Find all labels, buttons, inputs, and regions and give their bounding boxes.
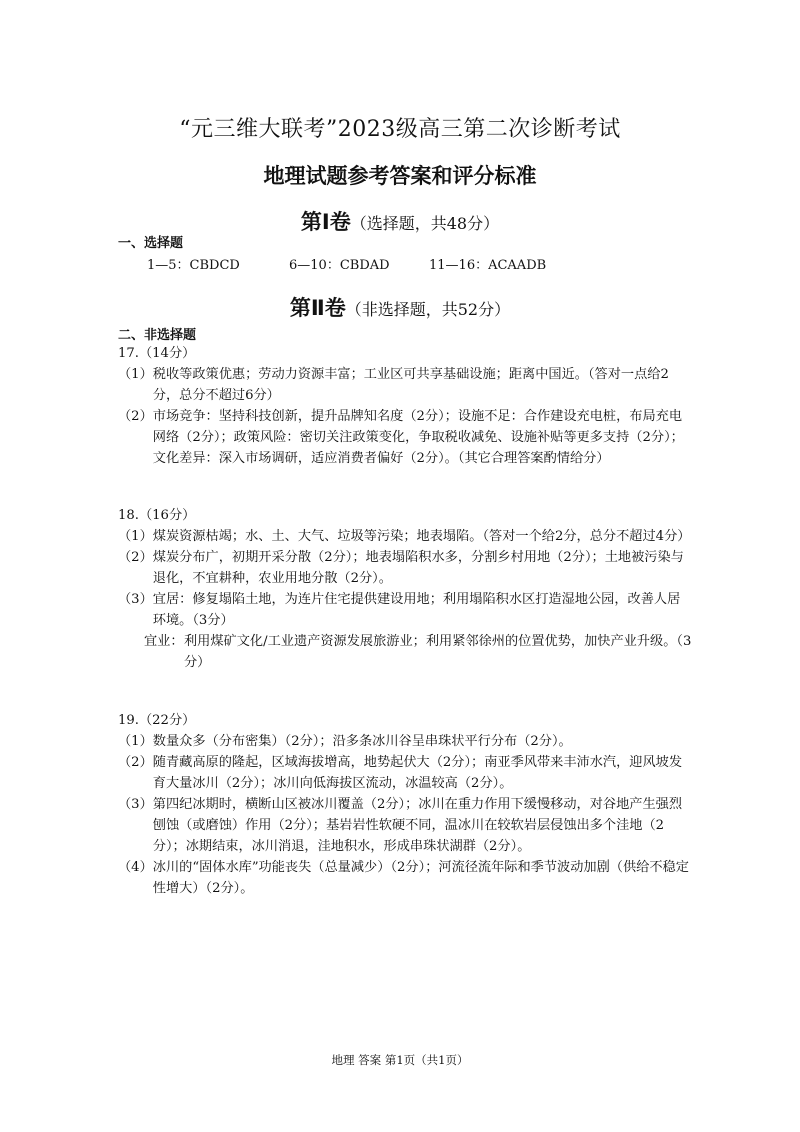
item-number: （3） — [118, 592, 153, 607]
q19-answer-3 — [118, 794, 693, 857]
part2-heading — [0, 292, 800, 322]
q19-answer-2 — [118, 752, 693, 794]
item-text: 市场竞争：坚持科技创新，提升品牌知名度（2分）；设施不足：合作建设充电桩，布局充电网络（2分）；政策风险：密切关注政策变化，争取税收减免、设施补贴等更多支持（2分）；文化差异：深入市场调研，适应消费者偏好（2分）。（其它合理答案酌情给分） — [152, 409, 684, 466]
item-number: （2） — [118, 755, 153, 770]
part1-note: （选择题，共48分） — [350, 214, 500, 233]
q18-answer-3 — [118, 589, 693, 631]
question-17 — [118, 343, 693, 469]
item-text: 煤炭资源枯竭；水、土、大气、垃圾等污染；地表塌陷。（答对一个给2分，总分不超过4分） — [152, 529, 691, 544]
item-text: 税收等政策优惠；劳动力资源丰富；工业区可共享基础设施；距离中国近。（答对一点给2分，总分不超过6分） — [152, 367, 669, 403]
part2-note: （非选择题，共52分） — [345, 300, 511, 319]
answer-group-2: 6—10：CBDAD — [289, 258, 390, 273]
answer-group-3: 11—16：ACAADB — [429, 258, 547, 273]
item-text: 煤炭分布广，初期开采分散（2分）；地表塌陷积水多，分割乡村用地（2分）；土地被污染与退化，不宜耕种，农业用地分散（2分）。 — [152, 550, 684, 586]
document-subtitle: 地理试题参考答案和评分标准 — [263, 164, 537, 188]
item-text: 第四纪冰期时，横断山区被冰川覆盖（2分）；冰川在重力作用下缓慢移动，对谷地产生强烈刨蚀（或磨蚀）作用（2分）；基岩岩性软硬不同，温冰川在较软岩层侵蚀出多个洼地（2分）；冰期结束，冰川消退，洼地积水，形成串珠状湖群（2分）。 — [152, 797, 683, 854]
q17-answer-1 — [118, 364, 693, 406]
item-number: （2） — [118, 550, 153, 565]
section-choice-label: 一、选择题 — [118, 236, 184, 251]
part1-title: 第Ⅰ卷 — [300, 210, 351, 234]
question-19 — [118, 710, 693, 899]
q19-answer-4 — [118, 857, 693, 899]
question-18 — [118, 505, 693, 673]
question-17-heading: 17.（14分） — [118, 346, 196, 361]
section-nonchoice-label: 二、非选择题 — [118, 328, 197, 343]
choice-answers — [147, 254, 546, 273]
exam-title: “元三维大联考”2023级高三第二次诊断考试 — [179, 117, 621, 142]
item-number: （1） — [118, 367, 153, 382]
sub-text: 利用煤矿文化/工业遗产资源发展旅游业；利用紧邻徐州的位置优势，加快产业升级。（3分） — [184, 634, 692, 670]
q17-answer-2 — [118, 406, 693, 469]
item-number: （4） — [118, 860, 153, 875]
part2-title: 第Ⅱ卷 — [289, 296, 346, 320]
item-text: 冰川的“固体水库”功能丧失（总量减少）（2分）；河流径流年际和季节波动加剧（供给不稳定性增大）（2分）。 — [152, 860, 689, 896]
q18-answer-3-industry — [118, 631, 693, 673]
item-text: 宜居：修复塌陷土地，为连片住宅提供建设用地；利用塌陷积水区打造湿地公园，改善人居环境。（3分） — [152, 592, 681, 628]
question-19-heading: 19.（22分） — [118, 713, 196, 728]
item-text: 数量众多（分布密集）（2分）；沿多条冰川谷呈串珠状平行分布（2分）。 — [152, 734, 572, 749]
page-footer: 地理 答案 第1页（共1页） — [331, 1053, 469, 1067]
q19-answer-1 — [118, 731, 693, 752]
answer-group-1: 1—5：CBDCD — [147, 258, 240, 273]
item-number: （1） — [118, 529, 153, 544]
question-18-heading: 18.（16分） — [118, 508, 196, 523]
q18-answer-2 — [118, 547, 693, 589]
item-number: （2） — [118, 409, 153, 424]
item-text: 随青藏高原的隆起，区域海拔增高，地势起伏大（2分）；南亚季风带来丰沛水汽，迎风坡发育大量冰川（2分）；冰川向低海拔区流动，冰温较高（2分）。 — [152, 755, 683, 791]
sub-label: 宜业： — [144, 634, 184, 649]
q18-answer-1 — [118, 526, 693, 547]
item-number: （1） — [118, 734, 153, 749]
item-number: （3） — [118, 797, 153, 812]
